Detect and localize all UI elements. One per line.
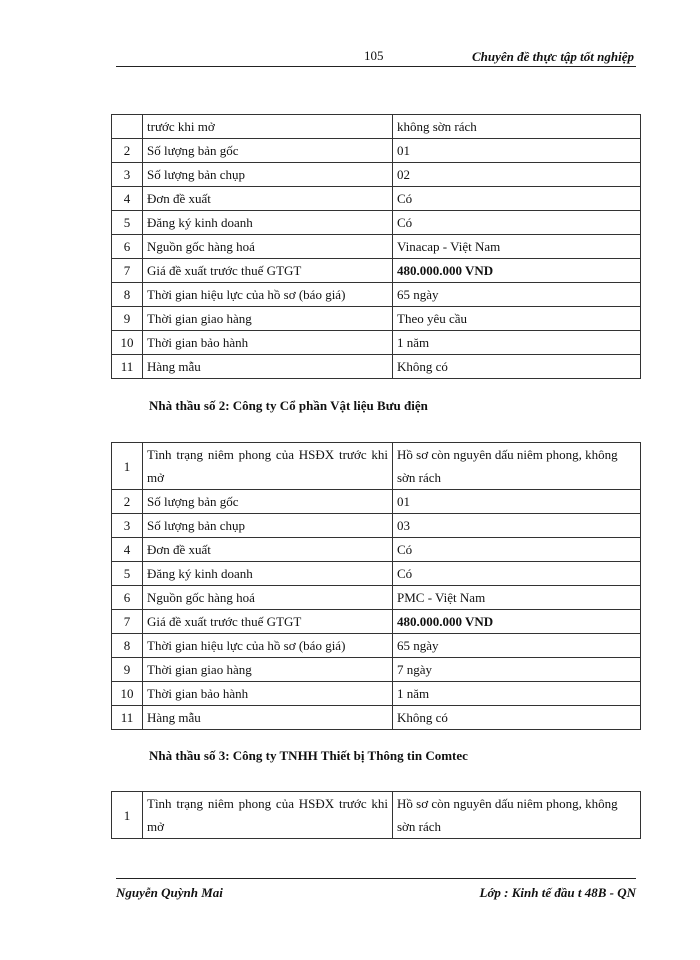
- row-value: 01: [393, 490, 641, 514]
- row-value: 65 ngày: [393, 283, 641, 307]
- page-footer: [116, 878, 636, 900]
- bidder-3-heading: Nhà thầu số 3: Công ty TNHH Thiết bị Thông tin Comtec: [149, 748, 468, 763]
- row-value: 480.000.000 VND: [393, 610, 641, 634]
- bidder-1-table: [111, 114, 641, 379]
- table-row: [112, 538, 641, 562]
- row-number: 2: [112, 490, 143, 514]
- row-value: 03: [393, 514, 641, 538]
- row-criterion: Thời gian bảo hành: [143, 682, 393, 706]
- row-value: Có: [393, 562, 641, 586]
- bidder-2-table: [111, 442, 641, 730]
- row-number: 7: [112, 259, 143, 283]
- row-value: Hồ sơ còn nguyên dấu niêm phong, không sờn rách: [393, 792, 641, 839]
- table-row: [112, 211, 641, 235]
- row-number: 3: [112, 514, 143, 538]
- table-row: [112, 490, 641, 514]
- row-criterion: Nguồn gốc hàng hoá: [143, 235, 393, 259]
- table-row: [112, 610, 641, 634]
- row-number: 9: [112, 658, 143, 682]
- row-number: 11: [112, 706, 143, 730]
- row-number: 9: [112, 307, 143, 331]
- row-value: không sờn rách: [393, 115, 641, 139]
- row-criterion: Đơn đề xuất: [143, 538, 393, 562]
- row-criterion: Thời gian hiệu lực của hồ sơ (báo giá): [143, 634, 393, 658]
- table-row: [112, 634, 641, 658]
- table-row: [112, 562, 641, 586]
- row-number: 5: [112, 562, 143, 586]
- table-row: [112, 682, 641, 706]
- table-row: [112, 706, 641, 730]
- row-value: 1 năm: [393, 682, 641, 706]
- row-value: Vinacap - Việt Nam: [393, 235, 641, 259]
- table-row: [112, 586, 641, 610]
- row-value: Theo yêu cầu: [393, 307, 641, 331]
- row-number: 2: [112, 139, 143, 163]
- row-number: 7: [112, 610, 143, 634]
- row-criterion: Số lượng bản gốc: [143, 139, 393, 163]
- row-value: 01: [393, 139, 641, 163]
- bidder-2-heading: Nhà thầu số 2: Công ty Cổ phần Vật liệu Bưu điện: [149, 398, 428, 413]
- row-value: Không có: [393, 706, 641, 730]
- row-criterion: Tình trạng niêm phong của HSĐX trước khi mở: [143, 792, 393, 839]
- row-criterion: Số lượng bản chụp: [143, 514, 393, 538]
- row-criterion: Hàng mẫu: [143, 355, 393, 379]
- row-number: 10: [112, 682, 143, 706]
- row-number: 8: [112, 634, 143, 658]
- table-row: [112, 115, 641, 139]
- table-row: [112, 331, 641, 355]
- row-value: Có: [393, 211, 641, 235]
- row-number: 6: [112, 586, 143, 610]
- row-number: 4: [112, 538, 143, 562]
- row-number: 10: [112, 331, 143, 355]
- row-number: 6: [112, 235, 143, 259]
- row-criterion: Thời gian hiệu lực của hồ sơ (báo giá): [143, 283, 393, 307]
- row-number: 8: [112, 283, 143, 307]
- row-criterion: Đơn đề xuất: [143, 187, 393, 211]
- page-number: 105: [364, 48, 384, 63]
- row-value: 1 năm: [393, 331, 641, 355]
- table-row: [112, 139, 641, 163]
- table-row: [112, 235, 641, 259]
- row-criterion: Thời gian bảo hành: [143, 331, 393, 355]
- row-criterion: Thời gian giao hàng: [143, 658, 393, 682]
- row-value: 7 ngày: [393, 658, 641, 682]
- table-row: [112, 307, 641, 331]
- row-criterion: Số lượng bản gốc: [143, 490, 393, 514]
- row-criterion: Giá đề xuất trước thuế GTGT: [143, 610, 393, 634]
- table-row: [112, 187, 641, 211]
- table-row: [112, 658, 641, 682]
- row-number: 4: [112, 187, 143, 211]
- table-row: [112, 443, 641, 490]
- bidder-3-table: [111, 791, 641, 839]
- page-header: [116, 48, 636, 67]
- table-row: [112, 514, 641, 538]
- row-criterion: trước khi mở: [143, 115, 393, 139]
- row-criterion: Số lượng bản chụp: [143, 163, 393, 187]
- table-row: [112, 163, 641, 187]
- table-row: [112, 792, 641, 839]
- header-title: Chuyên đề thực tập tốt nghiệp: [472, 49, 634, 64]
- row-number: 1: [112, 792, 143, 839]
- row-value: Có: [393, 187, 641, 211]
- row-criterion: Thời gian giao hàng: [143, 307, 393, 331]
- row-criterion: Đăng ký kinh doanh: [143, 562, 393, 586]
- row-number: 1: [112, 443, 143, 490]
- footer-author: Nguyễn Quỳnh Mai: [116, 885, 223, 900]
- footer-class-info: Lớp : Kinh tế đầu t 48B - QN: [479, 885, 636, 900]
- row-criterion: Giá đề xuất trước thuế GTGT: [143, 259, 393, 283]
- table-row: [112, 283, 641, 307]
- row-number: 5: [112, 211, 143, 235]
- row-number: [112, 115, 143, 139]
- row-criterion: Nguồn gốc hàng hoá: [143, 586, 393, 610]
- row-value: 02: [393, 163, 641, 187]
- row-criterion: Đăng ký kinh doanh: [143, 211, 393, 235]
- table-row: [112, 259, 641, 283]
- row-criterion: Hàng mẫu: [143, 706, 393, 730]
- row-number: 11: [112, 355, 143, 379]
- row-value: Hồ sơ còn nguyên dấu niêm phong, không sờn rách: [393, 443, 641, 490]
- row-value: Có: [393, 538, 641, 562]
- row-value: PMC - Việt Nam: [393, 586, 641, 610]
- row-value: 480.000.000 VND: [393, 259, 641, 283]
- row-value: Không có: [393, 355, 641, 379]
- row-criterion: Tình trạng niêm phong của HSĐX trước khi mở: [143, 443, 393, 490]
- table-row: [112, 355, 641, 379]
- row-number: 3: [112, 163, 143, 187]
- row-value: 65 ngày: [393, 634, 641, 658]
